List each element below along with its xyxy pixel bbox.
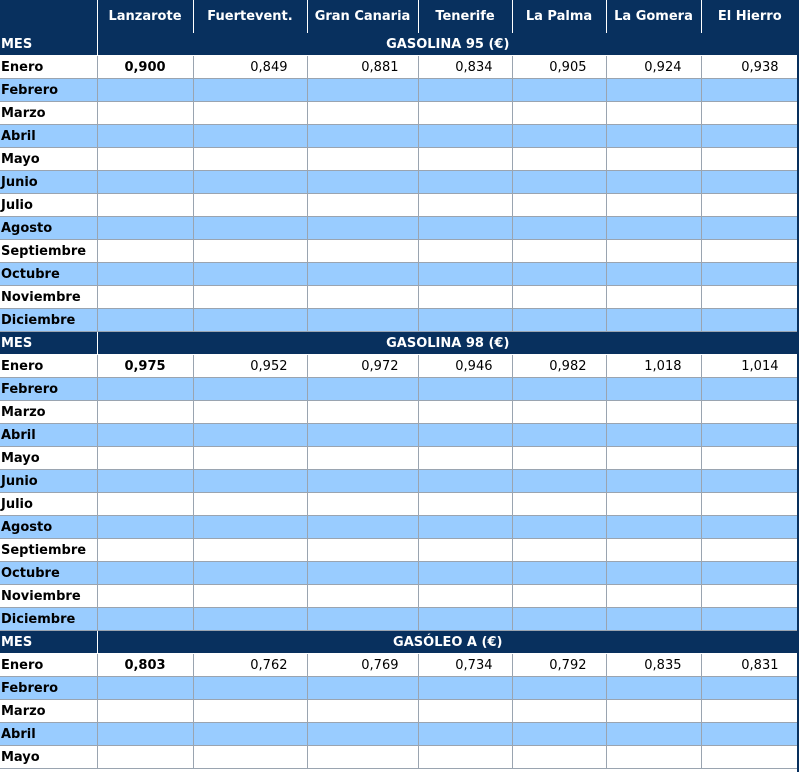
price-cell <box>97 309 193 332</box>
price-cell <box>512 148 606 171</box>
table-row <box>0 56 798 79</box>
price-cell <box>307 447 418 470</box>
table-row <box>0 562 798 585</box>
price-cell <box>512 424 606 447</box>
price-cell: 0,982 <box>512 355 606 378</box>
price-cell <box>307 263 418 286</box>
price-cell <box>307 309 418 332</box>
price-cell <box>307 240 418 263</box>
table-row <box>0 355 798 378</box>
price-cell <box>193 700 307 723</box>
price-cell <box>97 125 193 148</box>
section-header-row <box>0 33 798 56</box>
price-cell <box>606 562 701 585</box>
price-cell <box>193 401 307 424</box>
month-cell: Febrero <box>0 79 97 102</box>
price-cell <box>193 424 307 447</box>
price-cell <box>97 401 193 424</box>
price-cell <box>512 171 606 194</box>
price-cell <box>193 516 307 539</box>
price-cell <box>512 746 606 769</box>
price-cell <box>606 378 701 401</box>
price-cell <box>606 424 701 447</box>
price-cell: 0,803 <box>97 654 193 677</box>
month-cell: Noviembre <box>0 286 97 309</box>
price-cell <box>512 286 606 309</box>
price-cell <box>97 79 193 102</box>
price-cell <box>606 148 701 171</box>
table-row <box>0 79 798 102</box>
price-cell <box>606 79 701 102</box>
price-cell <box>606 608 701 631</box>
price-cell <box>97 378 193 401</box>
price-cell <box>418 102 512 125</box>
month-cell: Mayo <box>0 746 97 769</box>
month-cell: Febrero <box>0 677 97 700</box>
price-cell <box>512 194 606 217</box>
price-cell <box>193 677 307 700</box>
price-cell <box>418 401 512 424</box>
price-cell <box>512 700 606 723</box>
price-cell <box>701 240 798 263</box>
price-cell <box>701 217 798 240</box>
header-row <box>0 0 798 33</box>
price-cell <box>701 539 798 562</box>
price-cell <box>606 240 701 263</box>
price-cell <box>307 378 418 401</box>
price-cell <box>193 309 307 332</box>
price-cell <box>193 171 307 194</box>
price-cell <box>307 79 418 102</box>
price-cell <box>512 102 606 125</box>
month-cell: Diciembre <box>0 309 97 332</box>
price-cell <box>701 723 798 746</box>
price-cell <box>606 447 701 470</box>
price-cell <box>606 746 701 769</box>
price-cell <box>701 171 798 194</box>
price-cell: 0,849 <box>193 56 307 79</box>
price-cell: 0,946 <box>418 355 512 378</box>
month-cell: Mayo <box>0 447 97 470</box>
section-title: GASOLINA 95 (€) <box>97 33 798 56</box>
price-cell <box>512 217 606 240</box>
price-cell: 0,834 <box>418 56 512 79</box>
price-cell <box>307 562 418 585</box>
price-cell <box>606 539 701 562</box>
price-cell <box>606 286 701 309</box>
price-cell <box>606 171 701 194</box>
price-cell: 0,762 <box>193 654 307 677</box>
price-cell <box>193 723 307 746</box>
price-cell <box>307 700 418 723</box>
price-cell <box>97 539 193 562</box>
price-cell <box>512 516 606 539</box>
price-cell <box>307 493 418 516</box>
price-cell: 0,905 <box>512 56 606 79</box>
price-cell <box>701 493 798 516</box>
price-cell <box>418 562 512 585</box>
price-cell <box>512 378 606 401</box>
month-cell: Julio <box>0 194 97 217</box>
price-cell <box>701 424 798 447</box>
month-cell: Enero <box>0 56 97 79</box>
table-row <box>0 148 798 171</box>
mes-label: MES <box>0 33 97 56</box>
price-cell <box>97 516 193 539</box>
table-row <box>0 608 798 631</box>
table-row <box>0 493 798 516</box>
price-cell <box>193 493 307 516</box>
price-cell <box>512 263 606 286</box>
price-cell <box>701 309 798 332</box>
month-cell: Abril <box>0 125 97 148</box>
month-cell: Enero <box>0 654 97 677</box>
price-cell <box>97 746 193 769</box>
price-cell: 0,769 <box>307 654 418 677</box>
price-cell <box>193 447 307 470</box>
price-cell <box>418 125 512 148</box>
month-cell: Junio <box>0 470 97 493</box>
month-cell: Septiembre <box>0 539 97 562</box>
price-cell: 0,835 <box>606 654 701 677</box>
price-cell <box>606 125 701 148</box>
table-row <box>0 102 798 125</box>
price-cell <box>307 539 418 562</box>
table-row <box>0 539 798 562</box>
price-cell <box>307 608 418 631</box>
price-cell <box>418 79 512 102</box>
price-cell <box>512 125 606 148</box>
price-cell <box>606 700 701 723</box>
table-row <box>0 309 798 332</box>
header-fuerteventura: Fuertevent. <box>193 0 307 33</box>
price-cell <box>418 470 512 493</box>
month-cell: Abril <box>0 723 97 746</box>
price-cell <box>97 424 193 447</box>
table-row <box>0 447 798 470</box>
section-header-row <box>0 332 798 355</box>
price-cell <box>701 401 798 424</box>
price-cell <box>512 585 606 608</box>
header-lanzarote: Lanzarote <box>97 0 193 33</box>
price-cell <box>97 148 193 171</box>
price-cell <box>307 102 418 125</box>
price-cell <box>418 194 512 217</box>
price-cell <box>606 217 701 240</box>
table-row <box>0 401 798 424</box>
price-cell <box>193 148 307 171</box>
price-cell <box>701 562 798 585</box>
price-cell <box>606 677 701 700</box>
price-cell <box>701 286 798 309</box>
section-title: GASÓLEO A (€) <box>97 631 798 654</box>
price-cell <box>512 79 606 102</box>
table-row <box>0 516 798 539</box>
price-cell: 0,924 <box>606 56 701 79</box>
price-cell <box>97 263 193 286</box>
price-cell <box>97 608 193 631</box>
price-cell <box>193 470 307 493</box>
price-cell <box>418 539 512 562</box>
price-cell <box>97 217 193 240</box>
price-cell <box>701 470 798 493</box>
price-cell: 0,975 <box>97 355 193 378</box>
price-cell <box>418 217 512 240</box>
table-row <box>0 194 798 217</box>
price-cell <box>97 240 193 263</box>
price-cell <box>418 378 512 401</box>
price-cell <box>418 171 512 194</box>
month-cell: Septiembre <box>0 240 97 263</box>
price-cell <box>97 102 193 125</box>
mes-label: MES <box>0 631 97 654</box>
month-cell: Mayo <box>0 148 97 171</box>
price-cell <box>512 539 606 562</box>
header-gran-canaria: Gran Canaria <box>307 0 418 33</box>
price-cell <box>606 102 701 125</box>
price-cell <box>701 263 798 286</box>
price-cell <box>512 309 606 332</box>
price-cell <box>701 677 798 700</box>
price-cell <box>193 102 307 125</box>
price-cell <box>307 677 418 700</box>
price-cell <box>418 516 512 539</box>
price-cell <box>606 194 701 217</box>
price-cell <box>307 723 418 746</box>
section-header-row <box>0 631 798 654</box>
price-cell <box>307 470 418 493</box>
price-cell <box>512 447 606 470</box>
price-cell <box>512 493 606 516</box>
price-cell <box>193 263 307 286</box>
price-cell <box>701 608 798 631</box>
price-cell <box>97 723 193 746</box>
price-cell <box>606 401 701 424</box>
price-cell: 0,972 <box>307 355 418 378</box>
price-cell <box>418 309 512 332</box>
table-row <box>0 700 798 723</box>
table-row <box>0 424 798 447</box>
price-cell <box>701 194 798 217</box>
month-cell: Julio <box>0 493 97 516</box>
price-cell <box>418 723 512 746</box>
price-cell <box>307 286 418 309</box>
price-cell <box>418 424 512 447</box>
price-cell <box>418 240 512 263</box>
price-cell <box>701 585 798 608</box>
price-cell <box>701 79 798 102</box>
price-cell <box>418 585 512 608</box>
month-cell: Agosto <box>0 516 97 539</box>
price-cell <box>701 102 798 125</box>
price-cell <box>97 194 193 217</box>
price-cell <box>418 608 512 631</box>
price-cell <box>97 677 193 700</box>
section-title: GASOLINA 98 (€) <box>97 332 798 355</box>
month-cell: Noviembre <box>0 585 97 608</box>
price-cell <box>97 470 193 493</box>
month-cell: Marzo <box>0 102 97 125</box>
price-cell <box>193 746 307 769</box>
price-cell <box>606 723 701 746</box>
month-cell: Octubre <box>0 263 97 286</box>
price-cell <box>307 585 418 608</box>
price-cell <box>418 148 512 171</box>
price-cell <box>606 470 701 493</box>
price-cell <box>701 378 798 401</box>
price-cell <box>193 217 307 240</box>
price-cell <box>701 125 798 148</box>
header-la-palma: La Palma <box>512 0 606 33</box>
price-cell <box>97 493 193 516</box>
price-cell <box>193 125 307 148</box>
month-cell: Abril <box>0 424 97 447</box>
price-cell <box>193 608 307 631</box>
table-row <box>0 585 798 608</box>
header-el-hierro: El Hierro <box>701 0 798 33</box>
price-cell <box>701 148 798 171</box>
table-row <box>0 723 798 746</box>
price-cell: 0,938 <box>701 56 798 79</box>
price-cell <box>193 562 307 585</box>
price-cell: 1,018 <box>606 355 701 378</box>
price-cell: 0,952 <box>193 355 307 378</box>
table-row <box>0 654 798 677</box>
price-cell <box>606 263 701 286</box>
price-cell <box>97 700 193 723</box>
price-cell <box>418 677 512 700</box>
price-cell <box>307 424 418 447</box>
month-cell: Octubre <box>0 562 97 585</box>
mes-label: MES <box>0 332 97 355</box>
price-cell <box>307 746 418 769</box>
price-cell <box>512 562 606 585</box>
month-cell: Diciembre <box>0 608 97 631</box>
price-cell <box>606 493 701 516</box>
price-cell <box>418 493 512 516</box>
table-row <box>0 125 798 148</box>
price-cell <box>307 194 418 217</box>
table-row <box>0 240 798 263</box>
price-cell <box>606 585 701 608</box>
table-row <box>0 171 798 194</box>
price-cell <box>606 516 701 539</box>
price-cell <box>307 125 418 148</box>
month-cell: Agosto <box>0 217 97 240</box>
price-cell: 1,014 <box>701 355 798 378</box>
price-cell <box>701 700 798 723</box>
price-cell <box>701 516 798 539</box>
table-row <box>0 378 798 401</box>
price-cell <box>307 516 418 539</box>
price-cell <box>193 378 307 401</box>
price-cell <box>418 447 512 470</box>
price-cell <box>512 470 606 493</box>
price-cell <box>193 194 307 217</box>
month-cell: Enero <box>0 355 97 378</box>
header-tenerife: Tenerife <box>418 0 512 33</box>
month-cell: Junio <box>0 171 97 194</box>
price-cell <box>193 240 307 263</box>
price-cell <box>512 608 606 631</box>
price-cell <box>701 447 798 470</box>
header-la-gomera: La Gomera <box>606 0 701 33</box>
price-cell <box>97 585 193 608</box>
price-cell <box>606 309 701 332</box>
month-cell: Marzo <box>0 401 97 424</box>
table-row <box>0 746 798 769</box>
price-cell <box>97 286 193 309</box>
price-cell <box>97 171 193 194</box>
header-blank <box>0 0 97 33</box>
right-edge-line <box>797 0 799 772</box>
price-cell <box>418 286 512 309</box>
price-cell <box>307 148 418 171</box>
price-cell: 0,900 <box>97 56 193 79</box>
price-cell <box>97 562 193 585</box>
price-cell <box>307 401 418 424</box>
price-cell <box>307 171 418 194</box>
price-cell <box>97 447 193 470</box>
month-cell: Febrero <box>0 378 97 401</box>
table-row <box>0 286 798 309</box>
price-cell <box>512 401 606 424</box>
table-row <box>0 677 798 700</box>
price-cell <box>418 700 512 723</box>
price-cell <box>418 746 512 769</box>
price-cell: 0,734 <box>418 654 512 677</box>
price-cell <box>512 240 606 263</box>
price-cell <box>307 217 418 240</box>
price-cell <box>193 539 307 562</box>
price-cell <box>512 723 606 746</box>
table-row <box>0 263 798 286</box>
price-cell <box>701 746 798 769</box>
price-cell <box>193 585 307 608</box>
price-cell <box>193 79 307 102</box>
table-row <box>0 217 798 240</box>
month-cell: Marzo <box>0 700 97 723</box>
price-cell: 0,831 <box>701 654 798 677</box>
table-row <box>0 470 798 493</box>
price-cell: 0,792 <box>512 654 606 677</box>
price-cell <box>418 263 512 286</box>
price-cell: 0,881 <box>307 56 418 79</box>
price-cell <box>193 286 307 309</box>
price-cell <box>512 677 606 700</box>
